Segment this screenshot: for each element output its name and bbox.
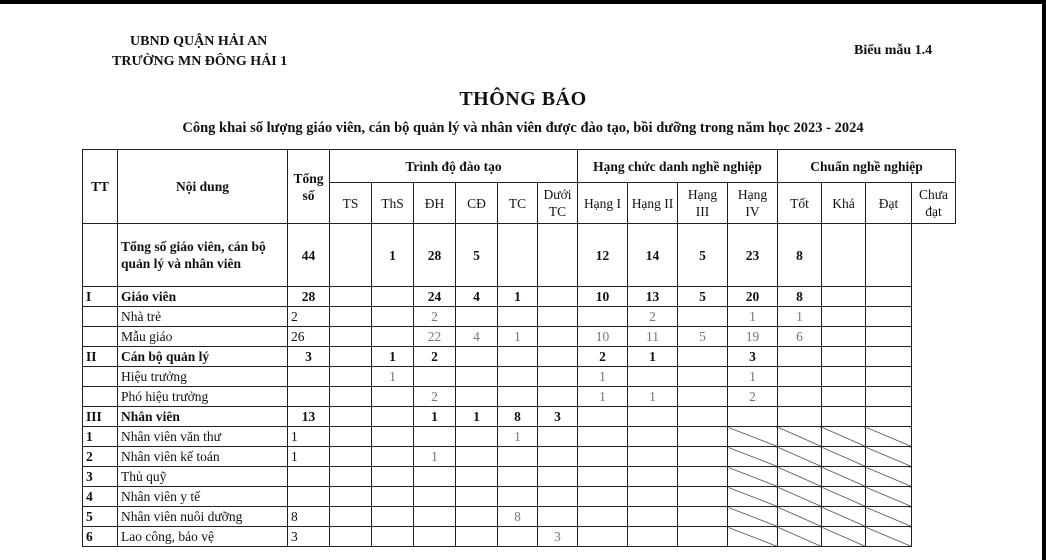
row-name: Nhân viên xyxy=(118,407,288,427)
row-name: Giáo viên xyxy=(118,287,288,307)
row-cell xyxy=(330,527,372,547)
header-rank: Hạng chức danh nghề nghiệp xyxy=(578,150,778,183)
row-cell xyxy=(456,527,498,547)
row-tt: I xyxy=(83,287,118,307)
row-cell xyxy=(538,507,578,527)
subheader-12: Đạt xyxy=(866,183,912,224)
row-cell: 26 xyxy=(288,327,330,347)
row-cell: 13 xyxy=(628,287,678,307)
row-cell: 1 xyxy=(372,347,414,367)
row-cell: 3 xyxy=(538,407,578,427)
row-cell: 1 xyxy=(498,427,538,447)
row-cell xyxy=(372,527,414,547)
row-cell xyxy=(866,387,912,407)
row-cell xyxy=(456,347,498,367)
row-name: Tổng số giáo viên, cán bộ quản lý và nhân viên xyxy=(118,224,288,287)
row-cell: 23 xyxy=(728,224,778,287)
row-name: Nhà trẻ xyxy=(118,307,288,327)
row-cell xyxy=(678,507,728,527)
row-cell: 2 xyxy=(414,387,456,407)
row-cell xyxy=(538,367,578,387)
header-training: Trình độ đào tạo xyxy=(330,150,578,183)
subheader-6: Hạng I xyxy=(578,183,628,224)
row-cell xyxy=(628,407,678,427)
subheader-8: Hạng III xyxy=(678,183,728,224)
row-cell xyxy=(822,527,866,547)
row-cell: 1 xyxy=(628,347,678,367)
row-cell xyxy=(330,467,372,487)
row-cell xyxy=(778,427,822,447)
row-cell xyxy=(372,407,414,427)
row-cell xyxy=(822,487,866,507)
row-cell: 13 xyxy=(288,407,330,427)
row-cell: 6 xyxy=(778,327,822,347)
row-cell xyxy=(628,507,678,527)
row-cell xyxy=(498,347,538,367)
row-cell: 3 xyxy=(288,347,330,367)
row-cell: 8 xyxy=(778,224,822,287)
row-cell xyxy=(372,307,414,327)
row-cell xyxy=(372,447,414,467)
row-cell: 1 xyxy=(372,224,414,287)
subheader-5: Dưới TC xyxy=(538,183,578,224)
page-subtitle: Công khai số lượng giáo viên, cán bộ quản lý và nhân viên được đào tạo, bồi dưỡng trong năm học 2023 - 2024 xyxy=(182,120,864,136)
page-top-border xyxy=(0,0,1046,4)
row-cell: 1 xyxy=(414,407,456,427)
table-row xyxy=(83,507,956,527)
row-cell xyxy=(330,287,372,307)
row-cell xyxy=(498,447,538,467)
row-cell xyxy=(578,487,628,507)
row-cell: 10 xyxy=(578,287,628,307)
row-cell xyxy=(414,487,456,507)
row-cell xyxy=(538,467,578,487)
row-cell: 1 xyxy=(372,367,414,387)
row-cell xyxy=(330,487,372,507)
row-cell xyxy=(866,427,912,447)
row-cell xyxy=(456,387,498,407)
row-cell xyxy=(330,347,372,367)
header-tt: TT xyxy=(83,150,118,224)
header-total: Tổng số xyxy=(288,150,330,224)
row-cell: 2 xyxy=(578,347,628,367)
row-cell xyxy=(498,224,538,287)
subheader-10: Tốt xyxy=(778,183,822,224)
row-cell xyxy=(578,427,628,447)
row-cell xyxy=(372,507,414,527)
table-row xyxy=(83,307,956,327)
row-tt: 2 xyxy=(83,447,118,467)
row-name: Nhân viên văn thư xyxy=(118,427,288,447)
row-cell xyxy=(330,387,372,407)
row-cell xyxy=(414,427,456,447)
row-tt: 6 xyxy=(83,527,118,547)
row-name: Phó hiệu trưởng xyxy=(118,387,288,407)
subheader-7: Hạng II xyxy=(628,183,678,224)
table-row xyxy=(83,527,956,547)
row-cell xyxy=(372,427,414,447)
row-cell xyxy=(678,487,728,507)
row-cell xyxy=(866,287,912,307)
row-cell xyxy=(866,487,912,507)
row-name: Nhân viên kế toán xyxy=(118,447,288,467)
row-cell xyxy=(778,367,822,387)
row-cell: 1 xyxy=(728,307,778,327)
row-cell: 22 xyxy=(414,327,456,347)
row-cell xyxy=(330,507,372,527)
row-cell: 1 xyxy=(414,447,456,467)
row-cell xyxy=(778,447,822,467)
row-cell: 3 xyxy=(288,527,330,547)
row-cell: 1 xyxy=(628,387,678,407)
row-name: Mẫu giáo xyxy=(118,327,288,347)
row-cell xyxy=(498,367,538,387)
row-cell xyxy=(778,527,822,547)
row-cell: 3 xyxy=(728,347,778,367)
form-label: Biểu mẫu 1.4 xyxy=(854,43,933,58)
row-cell: 5 xyxy=(456,224,498,287)
header-content: Nội dung xyxy=(118,150,288,224)
row-cell: 44 xyxy=(288,224,330,287)
row-tt xyxy=(83,224,118,287)
row-cell xyxy=(678,367,728,387)
row-cell xyxy=(866,507,912,527)
row-cell: 2 xyxy=(414,347,456,367)
table-row xyxy=(83,447,956,467)
row-cell xyxy=(414,367,456,387)
row-cell xyxy=(538,427,578,447)
subheader-1: ThS xyxy=(372,183,414,224)
row-name: Thủ quỹ xyxy=(118,467,288,487)
row-cell xyxy=(678,407,728,427)
row-cell xyxy=(822,367,866,387)
row-cell xyxy=(372,467,414,487)
row-cell xyxy=(456,367,498,387)
row-cell xyxy=(822,307,866,327)
row-tt xyxy=(83,367,118,387)
row-cell xyxy=(414,507,456,527)
row-cell xyxy=(728,507,778,527)
row-cell xyxy=(728,447,778,467)
row-tt: III xyxy=(83,407,118,427)
subheader-0: TS xyxy=(330,183,372,224)
row-cell: 3 xyxy=(538,527,578,547)
row-cell xyxy=(578,407,628,427)
row-tt: 4 xyxy=(83,487,118,507)
row-cell: 1 xyxy=(578,367,628,387)
row-cell xyxy=(330,327,372,347)
row-cell xyxy=(866,367,912,387)
row-cell xyxy=(414,527,456,547)
row-cell: 2 xyxy=(628,307,678,327)
row-cell xyxy=(778,507,822,527)
row-cell: 4 xyxy=(456,327,498,347)
row-cell xyxy=(822,427,866,447)
row-cell xyxy=(728,487,778,507)
row-cell xyxy=(628,467,678,487)
row-cell xyxy=(678,387,728,407)
row-cell xyxy=(822,287,866,307)
subheader-13: Chưa đạt xyxy=(912,183,956,224)
row-cell: 8 xyxy=(288,507,330,527)
row-cell: 1 xyxy=(578,387,628,407)
row-cell xyxy=(866,327,912,347)
row-cell xyxy=(330,367,372,387)
row-cell: 14 xyxy=(628,224,678,287)
table-row xyxy=(83,347,956,367)
table-row xyxy=(83,487,956,507)
table-row xyxy=(83,387,956,407)
row-cell: 28 xyxy=(288,287,330,307)
subheader-2: ĐH xyxy=(414,183,456,224)
row-cell: 1 xyxy=(288,427,330,447)
row-cell xyxy=(498,527,538,547)
row-cell xyxy=(728,427,778,447)
header-standard: Chuẩn nghề nghiệp xyxy=(778,150,956,183)
row-cell: 1 xyxy=(498,287,538,307)
row-cell xyxy=(498,487,538,507)
row-cell: 5 xyxy=(678,287,728,307)
row-cell xyxy=(866,224,912,287)
row-cell xyxy=(372,487,414,507)
row-cell: 2 xyxy=(288,307,330,327)
page-right-border xyxy=(1042,0,1046,560)
row-cell: 24 xyxy=(414,287,456,307)
row-cell xyxy=(728,407,778,427)
row-cell xyxy=(678,527,728,547)
row-cell xyxy=(822,507,866,527)
row-cell xyxy=(288,467,330,487)
row-cell xyxy=(778,347,822,367)
row-cell xyxy=(866,307,912,327)
row-cell xyxy=(538,447,578,467)
row-cell: 8 xyxy=(778,287,822,307)
row-cell xyxy=(628,487,678,507)
row-cell: 5 xyxy=(678,327,728,347)
row-cell xyxy=(822,387,866,407)
row-name: Nhân viên y tế xyxy=(118,487,288,507)
table-row xyxy=(83,224,956,287)
row-cell xyxy=(866,447,912,467)
row-cell xyxy=(538,347,578,367)
row-cell xyxy=(822,467,866,487)
row-cell xyxy=(678,307,728,327)
org-line-2: TRƯỜNG MN ĐÔNG HẢI 1 xyxy=(112,54,288,69)
row-cell: 10 xyxy=(578,327,628,347)
row-name: Lao công, bảo vệ xyxy=(118,527,288,547)
row-tt: 1 xyxy=(83,427,118,447)
row-cell xyxy=(330,427,372,447)
row-cell xyxy=(414,467,456,487)
table-row xyxy=(83,287,956,307)
row-cell xyxy=(456,427,498,447)
row-cell xyxy=(578,507,628,527)
row-cell xyxy=(538,307,578,327)
row-cell xyxy=(456,507,498,527)
row-cell xyxy=(866,347,912,367)
row-cell: 11 xyxy=(628,327,678,347)
row-tt xyxy=(83,307,118,327)
row-cell xyxy=(538,224,578,287)
row-cell xyxy=(538,327,578,347)
row-cell xyxy=(538,287,578,307)
row-cell: 28 xyxy=(414,224,456,287)
row-cell xyxy=(578,307,628,327)
row-tt: II xyxy=(83,347,118,367)
row-name: Nhân viên nuôi dưỡng xyxy=(118,507,288,527)
row-cell xyxy=(778,407,822,427)
staff-table xyxy=(82,149,956,547)
row-name: Hiệu trưởng xyxy=(118,367,288,387)
page-title: THÔNG BÁO xyxy=(459,88,587,110)
row-cell xyxy=(628,527,678,547)
row-name: Cán bộ quản lý xyxy=(118,347,288,367)
subheader-4: TC xyxy=(498,183,538,224)
row-cell: 1 xyxy=(728,367,778,387)
row-cell xyxy=(288,487,330,507)
row-cell xyxy=(456,307,498,327)
row-tt: 5 xyxy=(83,507,118,527)
row-cell xyxy=(456,487,498,507)
row-cell xyxy=(866,407,912,427)
row-cell xyxy=(728,527,778,547)
row-cell xyxy=(330,407,372,427)
table-row xyxy=(83,407,956,427)
row-cell xyxy=(288,387,330,407)
row-cell: 12 xyxy=(578,224,628,287)
row-cell xyxy=(628,447,678,467)
subheader-3: CĐ xyxy=(456,183,498,224)
row-tt xyxy=(83,327,118,347)
row-cell: 8 xyxy=(498,507,538,527)
row-cell xyxy=(822,407,866,427)
row-cell xyxy=(498,307,538,327)
row-cell: 20 xyxy=(728,287,778,307)
row-cell xyxy=(628,427,678,447)
row-cell xyxy=(678,467,728,487)
row-cell xyxy=(822,447,866,467)
row-cell xyxy=(372,327,414,347)
row-cell xyxy=(456,467,498,487)
row-cell xyxy=(678,447,728,467)
row-tt xyxy=(83,387,118,407)
row-cell xyxy=(456,447,498,467)
row-cell: 1 xyxy=(498,327,538,347)
row-cell xyxy=(538,387,578,407)
row-cell xyxy=(866,467,912,487)
table-row xyxy=(83,467,956,487)
table-row xyxy=(83,367,956,387)
row-cell xyxy=(578,467,628,487)
row-cell xyxy=(866,527,912,547)
subheader-11: Khá xyxy=(822,183,866,224)
table-row xyxy=(83,327,956,347)
row-tt: 3 xyxy=(83,467,118,487)
row-cell xyxy=(372,287,414,307)
row-cell: 1 xyxy=(778,307,822,327)
row-cell xyxy=(288,367,330,387)
row-cell xyxy=(498,387,538,407)
row-cell xyxy=(538,487,578,507)
row-cell xyxy=(778,387,822,407)
row-cell xyxy=(330,447,372,467)
row-cell xyxy=(330,224,372,287)
row-cell: 5 xyxy=(678,224,728,287)
row-cell xyxy=(372,387,414,407)
row-cell: 1 xyxy=(456,407,498,427)
row-cell xyxy=(578,447,628,467)
table-row xyxy=(83,427,956,447)
row-cell xyxy=(628,367,678,387)
row-cell: 2 xyxy=(414,307,456,327)
org-line-1: UBND QUẬN HẢI AN xyxy=(130,34,268,49)
row-cell xyxy=(728,467,778,487)
row-cell xyxy=(678,427,728,447)
row-cell xyxy=(330,307,372,327)
row-cell xyxy=(678,347,728,367)
row-cell xyxy=(778,467,822,487)
row-cell: 19 xyxy=(728,327,778,347)
row-cell xyxy=(778,487,822,507)
row-cell xyxy=(822,327,866,347)
row-cell: 4 xyxy=(456,287,498,307)
row-cell xyxy=(822,224,866,287)
row-cell: 2 xyxy=(728,387,778,407)
row-cell xyxy=(498,467,538,487)
row-cell: 8 xyxy=(498,407,538,427)
row-cell xyxy=(822,347,866,367)
row-cell: 1 xyxy=(288,447,330,467)
row-cell xyxy=(578,527,628,547)
subheader-9: Hạng IV xyxy=(728,183,778,224)
